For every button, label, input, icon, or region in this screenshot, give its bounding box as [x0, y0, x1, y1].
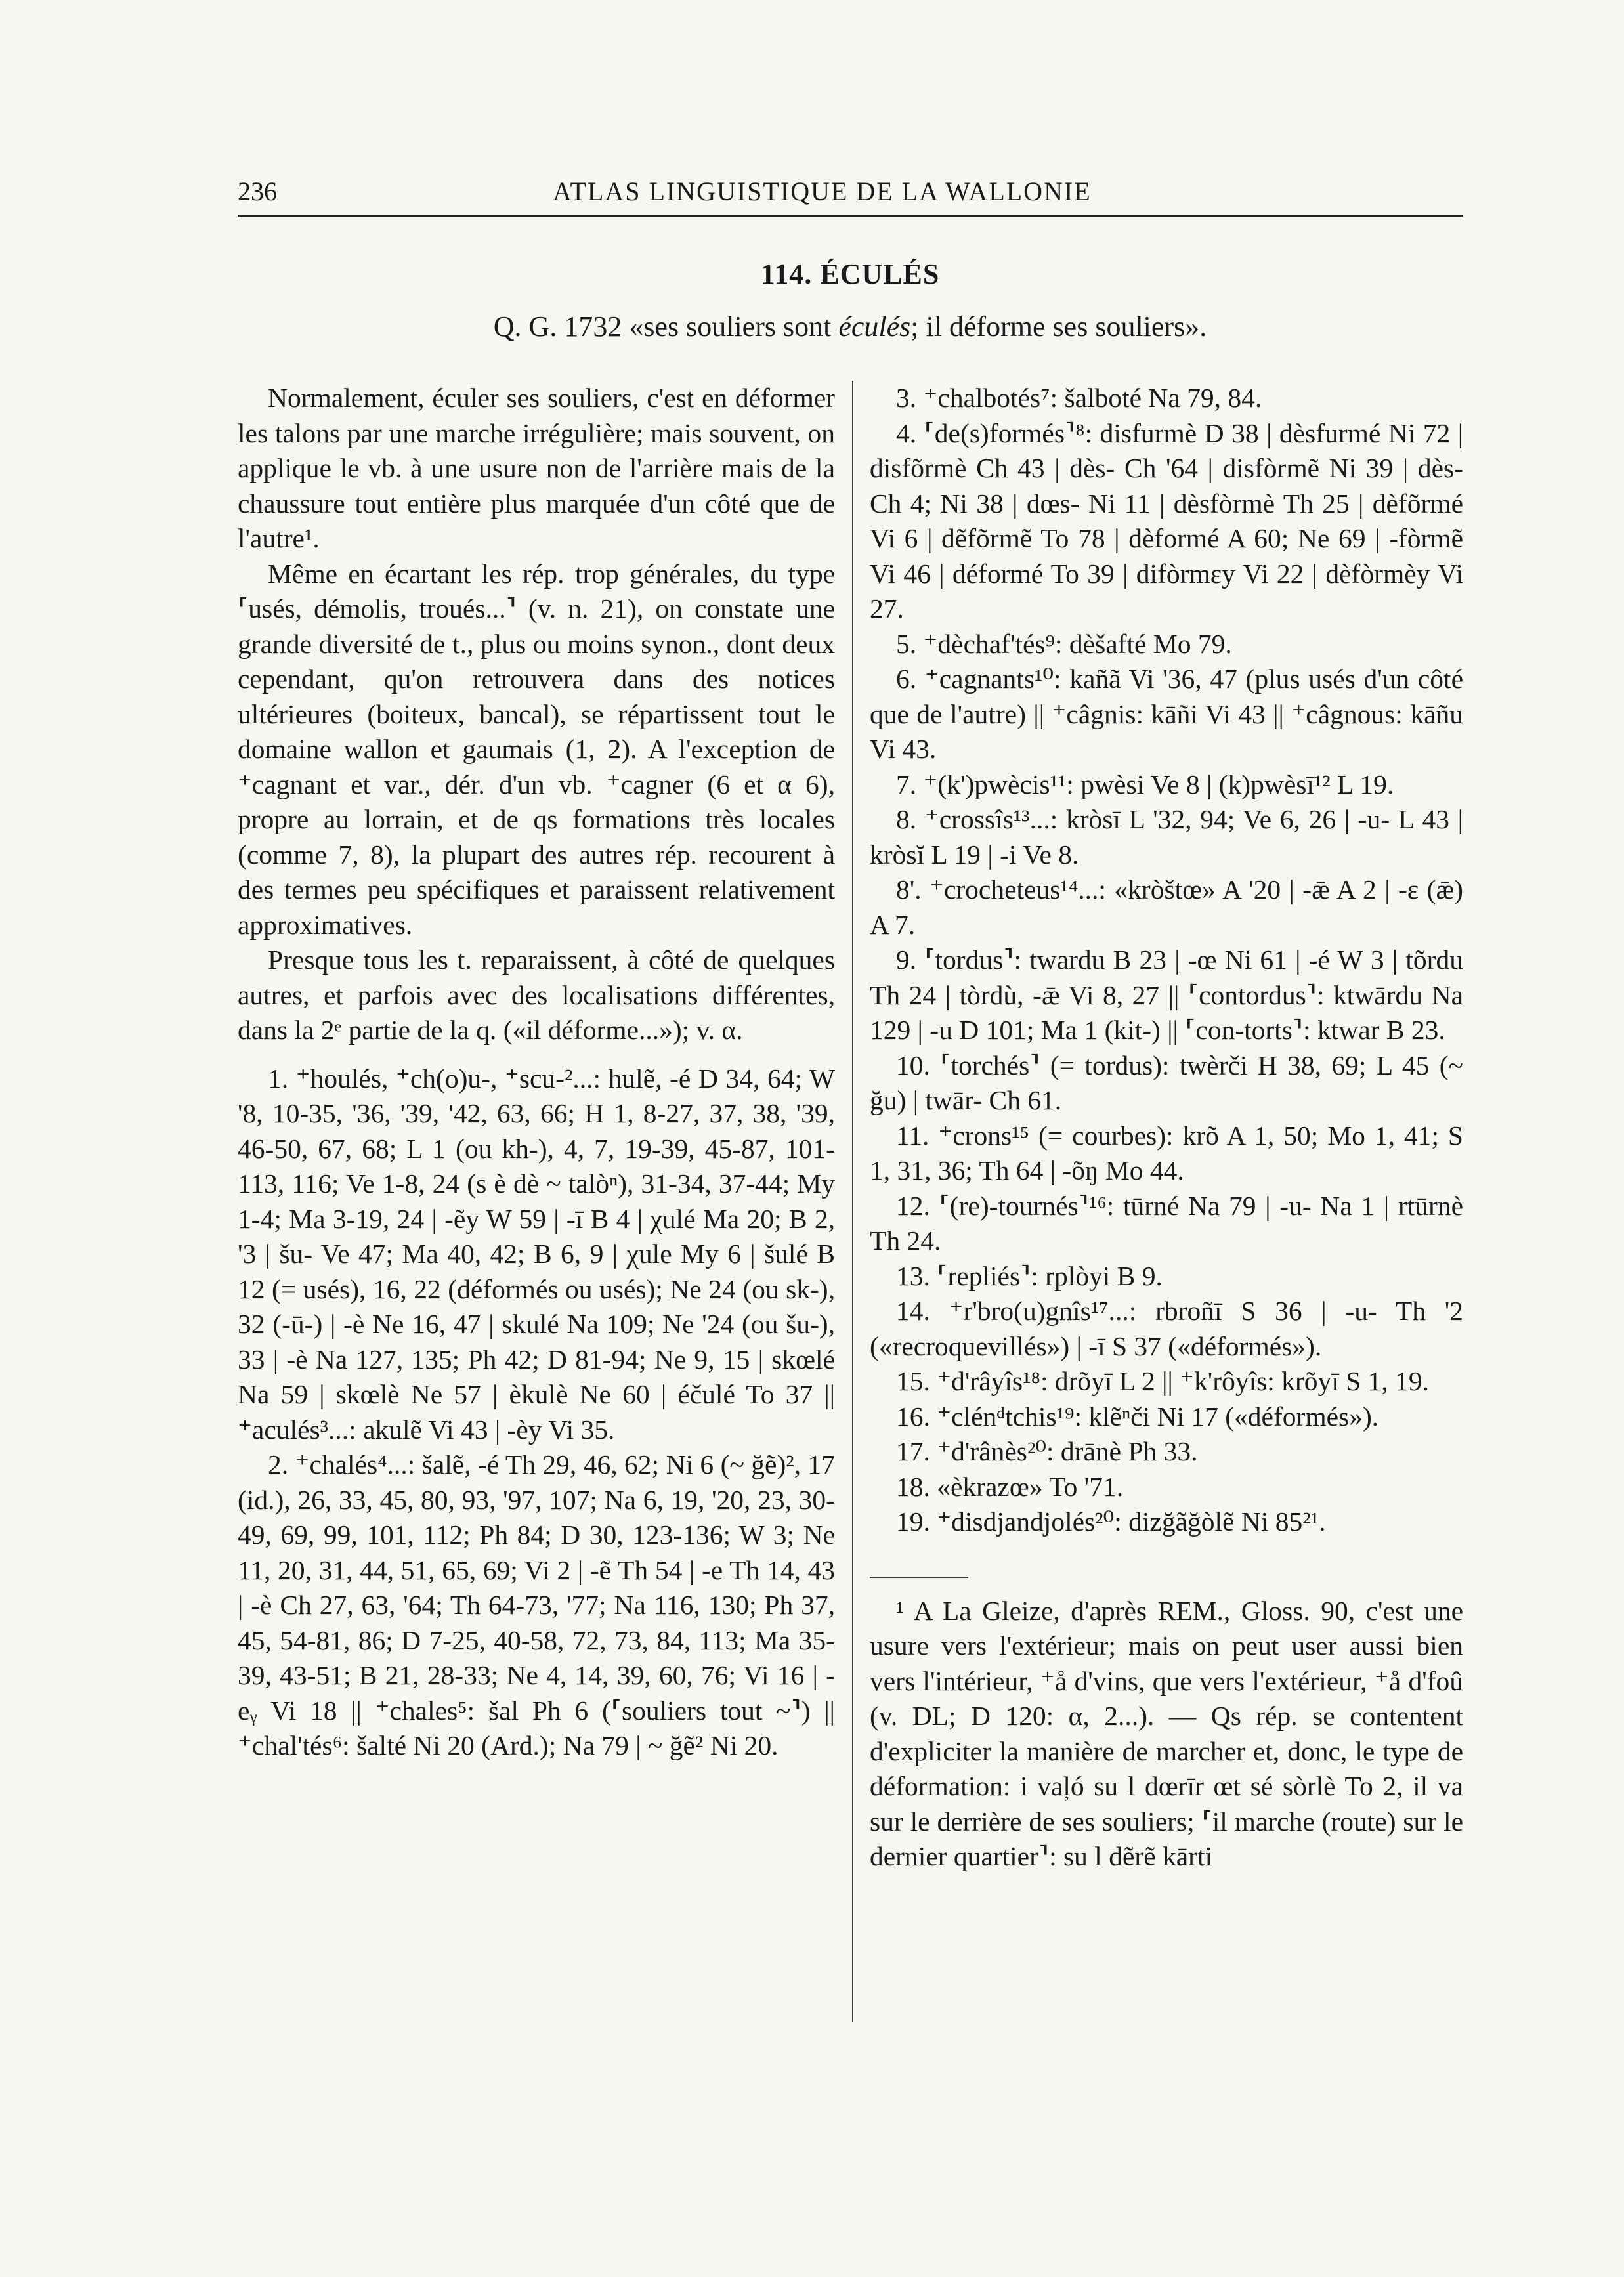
entry-6: 6. ⁺cagnants¹⁰: kañã Vi '36, 47 (plus usés d'un côté que de l'autre) || ⁺câgnis: kāñi Vi 43 || ⁺câgnous: kāñu Vi 43. — [870, 664, 1463, 764]
entry-16: 16. ⁺clénᵈtchis¹⁹: klẽⁿči Ni 17 («déformés»). — [896, 1401, 1379, 1432]
left-column — [238, 381, 835, 1764]
entry-1: 1. ⁺houlés, ⁺ch(o)u-, ⁺scu-²...: hulẽ, -é D 34, 64; W '8, 10-35, '36, '39, '42, 63, 66; H 1, 8-27, 37, 38, '39, 46-50, 67, 68; L 1 (ou kh-), 4, 7, 19-39, 45-87, 101-113, 116; Ve 1-8, 24 (s è dè ~ talòⁿ), 31-34, 37-44; My 1-4; Ma 3-19, 24 | -ẽy W 59 | -ī B 4 | χulé Ma 20; B 2, '3 | šu- Ve 47; Ma 40, 42; B 6, 9 | χule My 6 | šulé B 12 (= usés), 16, 22 (déformés ou usés); Ne 24 (ou sk-), 32 (-ū-) | -è Ne 16, 47 | skulé Na 109; Ne '24 (ou šu-), 33 | -è Na 127, 135; Ph 42; D 81-94; Ne 9, 15 | skœlé Na 59 | skœlè Ne 57 | èkulè Ne 60 | éčulé To 37 || ⁺aculés³...: akulẽ Vi 43 | -èy Vi 35. — [238, 1063, 835, 1445]
column-divider — [852, 381, 853, 2022]
question-text-end: ; il déforme ses souliers». — [910, 310, 1207, 343]
right-column — [870, 381, 1463, 1875]
entry-14: 14. ⁺r'bro(u)gnîs¹⁷...: rbroñī S 36 | -u- Th '2 («recroquevillés») | -ī S 37 («déformés»). — [870, 1296, 1463, 1361]
question-italic: éculés — [838, 310, 911, 343]
footnote-1: ¹ A La Gleize, d'après REM., Gloss. 90, c'est une usure vers l'extérieur; mais on peut user aussi bien vers l'intérieur, ⁺å d'vins, que vers l'extérieur, ⁺å d'foû (v. DL; D 120: α, 2...). — Qs rép. se contentent d'expliciter la manière de marcher et, donc, le type de déformation: i vaļó su l dœrīr œt sé sòrlè To 2, il va sur le derrière de ses souliers; ⸢il marche (route) sur le dernier quartier⸣: su l dẽrẽ kārti — [870, 1595, 1463, 1871]
entry-8: 8. ⁺crossîs¹³...: kròsī L '32, 94; Ve 6, 26 | -u- L 43 | kròsĭ L 19 | -i Ve 8. — [870, 804, 1463, 870]
entry-17: 17. ⁺d'rânès²⁰: drānè Ph 33. — [896, 1436, 1198, 1466]
entry-9: 9. ⸢tordus⸣: twardu B 23 | -œ Ni 61 | -é W 3 | tõrdu Th 24 | tòrdù, -ǣ Vi 8, 27 || ⸢contordus⸣: ktwārdu Na 129 | -u D 101; Ma 1 (kit-) || ⸢con-torts⸣: ktwar B 23. — [870, 945, 1463, 1045]
running-title: ATLAS LINGUISTIQUE DE LA WALLONIE — [553, 177, 1092, 206]
entry-3: 3. ⁺chalbotés⁷: šalboté Na 79, 84. — [896, 383, 1262, 413]
entry-8-prime: 8'. ⁺crocheteus¹⁴...: «kròštœ» A '20 | -ǣ A 2 | -ɛ (ǣ) A 7. — [870, 874, 1463, 940]
entry-11: 11. ⁺crons¹⁵ (= courbes): krõ A 1, 50; Mo 1, 41; S 1, 31, 36; Th 64 | -õŋ Mo 44. — [870, 1120, 1463, 1185]
page-number: 236 — [238, 177, 277, 206]
question-text: Q. G. 1732 «ses souliers sont — [493, 310, 839, 343]
page-header — [238, 172, 1463, 217]
question-line — [238, 310, 1463, 343]
paragraph-overview: Même en écartant les rép. trop générales, du type ⸢usés, démolis, troués...⸣ (v. n. 21), on constate une grande diversité de t., plus ou moins synon., dont deux cependant, qu'on retrouvera dans des notices ultérieures (boiteux, bancal), se répartissent tout le domaine wallon et gaumais (1, 2). A l'exception de ⁺cagnant et var., dér. d'un vb. ⁺cagner (6 et α 6), propre au lorrain, et de qs formations très locales (comme 7, 8), la plupart des autres rép. recourent à des termes peu spécifiques et paraissent relativement approximatives. — [238, 558, 835, 940]
entry-15: 15. ⁺d'râyîs¹⁸: drõyī L 2 || ⁺k'rôyîs: krõyī S 1, 19. — [896, 1366, 1429, 1396]
article-title: 114. ÉCULÉS — [760, 258, 940, 290]
entry-4: 4. ⸢de(s)formés⸣⁸: disfurmè D 38 | dèsfurmé Ni 72 | disfõrmè Ch 43 | dès- Ch '64 | disfòrmẽ Ni 39 | dès- Ch 4; Ni 38 | dœs- Ni 11 | dèsfòrmè Th 25 | dèfõrmé Vi 6 | dẽfõrmẽ To 78 | dèformé A 60; Ne 69 | -fòrmẽ Vi 46 | déformé To 39 | difòrmɛy Vi 22 | dèfòrmèy Vi 27. — [870, 417, 1463, 624]
footnote-rule — [870, 1577, 968, 1578]
paragraph-note: Presque tous les t. reparaissent, à côté de quelques autres, et parfois avec des localisations différentes, dans la 2ᵉ partie de la q. («il déforme...»); v. α. — [238, 945, 835, 1045]
entry-12: 12. ⸢(re)-tournés⸣¹⁶: tūrné Na 79 | -u- Na 1 | rtūrnè Th 24. — [870, 1190, 1463, 1256]
entry-18: 18. «èkrazœ» To '71. — [896, 1471, 1124, 1502]
entry-19: 19. ⁺disdjandjolés²⁰: dizğãğòlẽ Ni 85²¹. — [896, 1506, 1326, 1537]
entry-13: 13. ⸢repliés⸣: rplòyi B 9. — [896, 1260, 1163, 1291]
entry-2: 2. ⁺chalés⁴...: šalẽ, -é Th 29, 46, 62; Ni 6 (~ ğẽ)², 17 (id.), 26, 33, 45, 80, 93, '97, 107; Na 6, 19, '20, 23, 30-49, 69, 99, 101, 112; Ph 84; D 30, 123-136; W 3; Ne 11, 20, 31, 44, 51, 65, 69; Vi 2 | -ẽ Th 54 | -e Th 14, 43 | -è Ch 27, 63, '64; Th 64-73, '77; Na 116, 130; Ph 37, 45, 54-81, 86; D 7-25, 40-58, 72, 73, 84, 113; Ma 35-39, 43-51; B 21, 28-33; Ne 4, 14, 39, 60, 76; Vi 16 | -eᵧ Vi 18 || ⁺chales⁵: šal Ph 6 (⸢souliers tout ~⸣) || ⁺chal'tés⁶: šalté Ni 20 (Ard.); Na 79 | ~ ğẽ² Ni 20. — [238, 1449, 835, 1760]
paragraph-intro: Normalement, éculer ses souliers, c'est en déformer les talons par une marche irrégulière; mais souvent, on applique le vb. à une usure non de l'arrière mais de la chaussure tout entière plus marquée d'un côté que de l'autre¹. — [238, 383, 835, 553]
entry-5: 5. ⁺dèchaf'tés⁹: dèšafté Mo 79. — [896, 628, 1232, 659]
entry-7: 7. ⁺(k')pwècis¹¹: pwèsi Ve 8 | (k)pwèsī¹² L 19. — [896, 769, 1394, 799]
entry-10: 10. ⸢torchés⸣ (= tordus): twèrči H 38, 69; L 45 (~ ğu) | twār- Ch 61. — [870, 1050, 1463, 1115]
